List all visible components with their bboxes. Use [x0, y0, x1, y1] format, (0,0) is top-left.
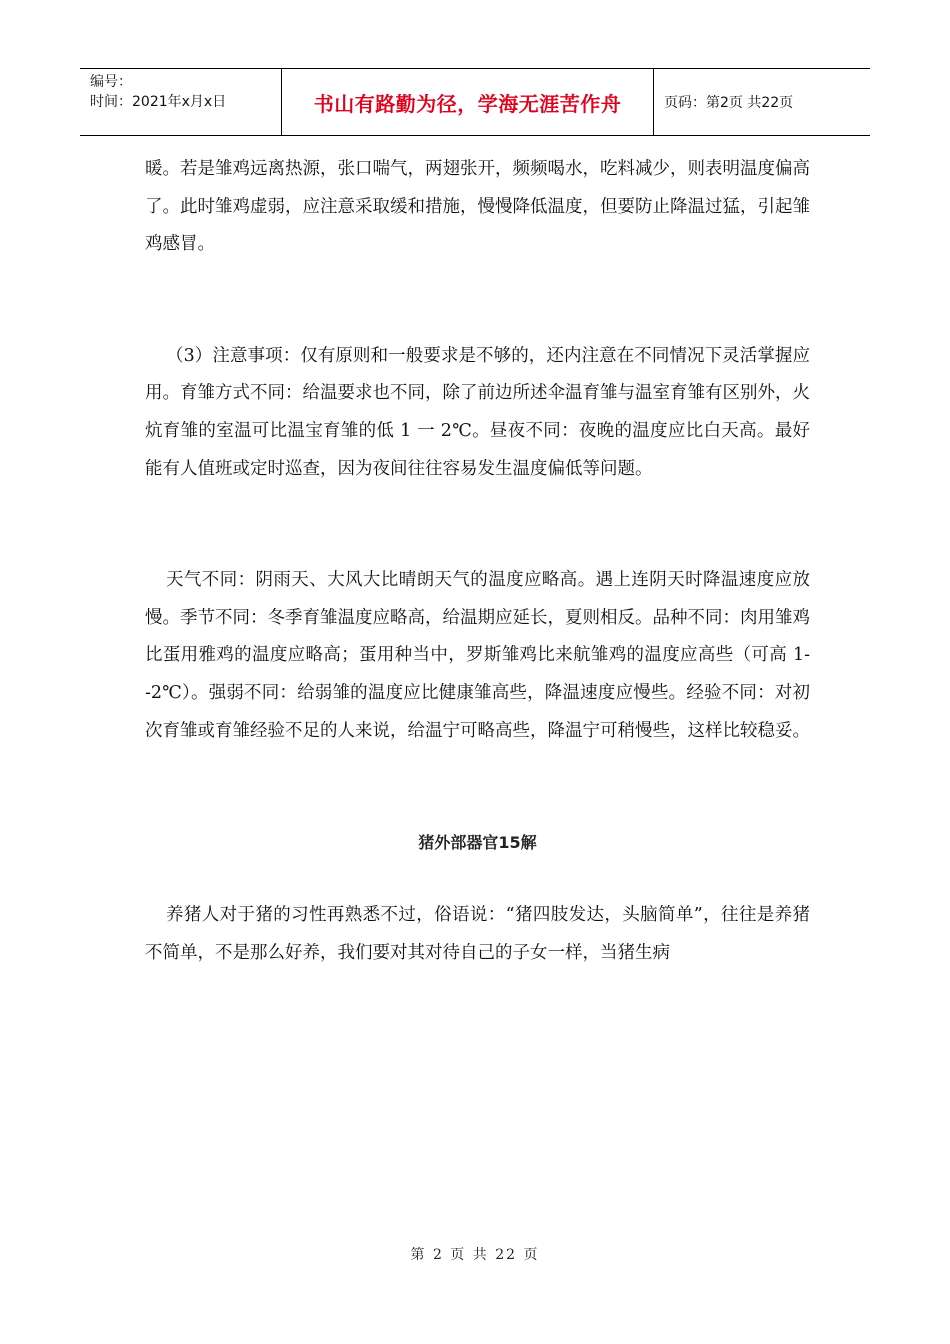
- paragraph-warmth-continued: 暖。若是雏鸡远离热源，张口喘气，两翅张开，频频喝水，吃料减少，则表明温度偏高了。此时雏鸡虚弱，应注意采取缓和措施，慢慢降低温度，但要防止降温过猛，引起雏鸡感冒。: [145, 159, 810, 255]
- paragraph-spacer: [145, 264, 810, 338]
- document-body: [145, 151, 810, 972]
- paragraph-conditions: 天气不同：阴雨天、大风大比晴朗天气的温度应略高。遇上连阴天时降温速度应放慢。季节不同：冬季育雏温度应略高，给温期应延长，夏则相反。品种不同：肉用雏鸡比蛋用雅鸡的温度应略高；蛋用种当中，罗斯雏鸡比来航雏鸡的温度应高些（可高 1--2℃）。强弱不同：给弱雏的温度应比健康雏高些，降温速度应慢些。经验不同：对初次育雏或育雏经验不足的人来说，给温宁可略高些，降温宁可稍慢些，这样比较稳妥。: [145, 570, 810, 741]
- page-footer: 第 2 页 共 22 页: [410, 1247, 540, 1263]
- document-number-label: 编号：: [90, 74, 132, 90]
- header-motto: 书山有路勤为径，学海无涯苦作舟: [282, 69, 654, 135]
- section-heading: 猪外部器官15解: [418, 833, 537, 853]
- paragraph-spacer: [145, 861, 810, 897]
- header-meta-cell: [80, 69, 282, 135]
- paragraph-spacer: [145, 750, 810, 824]
- paragraph-precautions: （3）注意事项：仅有原则和一般要求是不够的，还内注意在不同情况下灵活掌握应用。育雏方式不同：给温要求也不同，除了前边所述伞温育雏与温室育雏有区别外，火炕育雏的室温可比温宝育雏的低 1 一 2℃。昼夜不同：夜晚的温度应比白天高。最好能有人值班或定时巡查，因为夜间往往容易发生温度偏低等问题。: [145, 345, 810, 479]
- paragraph-pig-intro: 养猪人对于猪的习性再熟悉不过，俗语说：“猪四肢发达，头脑简单”，往往是养猪不简单，不是那么好养，我们要对其对待自己的子女一样，当猪生病: [145, 905, 810, 963]
- document-header: [80, 68, 870, 136]
- header-page-info: 页码：第2页 共22页: [664, 95, 794, 111]
- paragraph-spacer: [145, 488, 810, 562]
- document-date: 时间：2021年x月x日: [90, 94, 227, 110]
